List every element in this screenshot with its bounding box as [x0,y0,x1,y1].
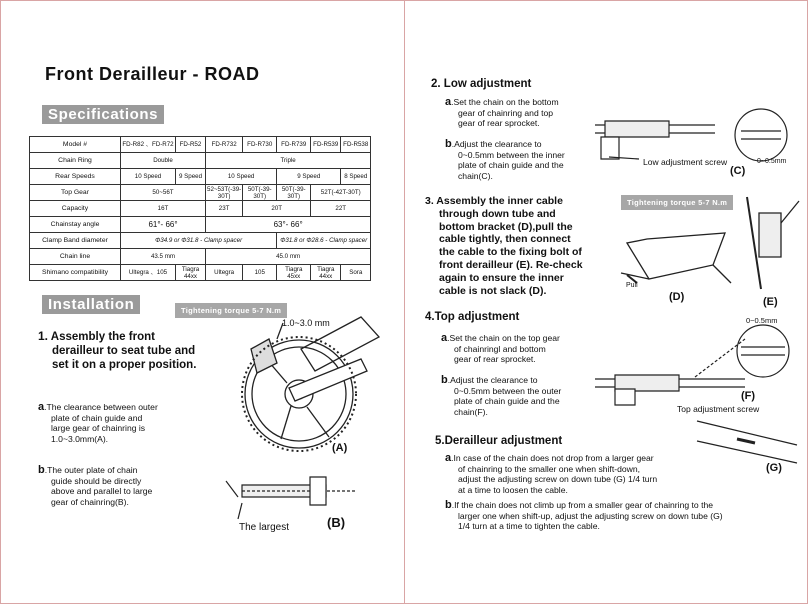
table-cell: 16T [121,201,206,217]
step-line: plate of chain guide and the [458,160,564,170]
step-line: at a time to loosen the cable. [458,484,568,495]
table-row [30,153,371,169]
step-number: 2. [431,78,441,90]
table-cell: 10 Speed [121,169,176,185]
step-line: 0~0.5mm between the outer [454,385,562,396]
figure-f-label: (F) [741,390,756,402]
table-cell: FD-R730 [243,137,277,153]
step-title: Low adjustment [443,78,532,90]
derailleur-body [759,213,781,257]
step-4b [441,375,561,417]
step-line: 1.0~3.0mm(A). [51,433,109,444]
adjust-screw-housing [615,389,635,405]
step-line: through down tube and [439,207,556,220]
down-tube-illustration [697,419,797,469]
table-cell: Tiagra 44xx [176,265,206,281]
step-line: again to ensure the inner [439,271,564,284]
table-cell: Chain Ring [30,153,121,169]
table-cell: 45.0 mm [206,249,371,265]
step-line: adjust the adjusting screw on down tube (G) 1/4 turn [458,474,658,484]
table-cell: 10 Speed [206,169,277,185]
clearance-f-label: 0~0.5mm [746,316,778,325]
spec-table [29,136,371,281]
step-letter: a [445,96,452,108]
step-letter: a [445,452,452,464]
table-cell: FD-R82 、FD-R72 [121,137,176,153]
table-cell: FD-R538 [341,137,371,153]
figure-a-label: (A) [332,442,348,454]
step-line: chain(F). [454,406,488,417]
step-1a [38,402,158,444]
step-letter: a [441,332,448,344]
table-cell: 9 Speed [176,169,206,185]
pointer-line [238,503,242,519]
top-adjustment-illustration [595,327,795,407]
table-row [30,265,371,281]
table-cell: Chainstay angle [30,217,121,233]
table-row [30,185,371,201]
step-line: .If the chain does not climb up from a smaller gear of chainring to the [451,500,714,510]
largest-label: The largest [239,522,290,533]
table-cell: Shimano compatibility [30,265,121,281]
step-line: above and parallel to large [51,486,153,496]
chainring-illustration [211,319,391,469]
top-screw-label: Top adjustment screw [677,404,760,414]
table-cell: 61°- 66° [121,217,206,233]
adjusting-screw [737,439,755,443]
page-title: Front Derailleur - ROAD [45,64,260,84]
bike-frame [627,233,725,279]
table-cell: 20T [243,201,311,217]
table-cell: Φ31.8 or Φ28.6 - Clamp spacer [277,233,371,249]
table-cell: Model # [30,137,121,153]
derailleur-cable-illustration [741,193,801,293]
figure-c-label: (C) [730,165,746,177]
step-number: 5. [435,435,445,447]
step-line: set it on a proper position. [52,359,197,371]
step-5 [435,434,562,448]
figure-g-label: (G) [766,462,782,474]
step-line: .Adjust the clearance to [447,375,538,385]
table-cell: Triple [206,153,371,169]
table-cell: 50T(-39-30T) [277,185,311,201]
torque-badge: Tightening torque 5-7 N.m [621,195,733,210]
table-cell: Capacity [30,201,121,217]
step-4a [441,333,560,365]
step-letter: b [441,374,448,386]
step-line: cable is not slack (D). [439,284,547,297]
step-3 [425,195,583,297]
step-1 [38,329,196,372]
spider-arm [281,406,291,439]
step-letter: b [38,464,45,476]
table-cell: 23T [206,201,243,217]
step-2a [445,97,559,129]
table-cell: Clamp Band diameter [30,233,121,249]
step-line: front derailleur (E). Re-check [439,258,583,271]
table-cell: 8 Speed [341,169,371,185]
step-line: of chainring to the smaller one when shift-down, [458,463,641,474]
step-line: of chainringl and bottom [454,343,546,354]
detail-circle [737,325,789,377]
step-line: .Set the chain on the top gear [447,333,560,343]
step-4 [425,310,519,324]
table-cell: FD-R739 [277,137,311,153]
derailleur-topview-illustration [226,471,356,521]
step-letter: b [445,499,452,511]
table-cell: 50~56T [121,185,206,201]
step-line: gear of rear sprocket. [454,354,536,364]
step-number: 4. [425,311,435,323]
table-cell: Double [121,153,206,169]
table-cell: Rear Speeds [30,169,121,185]
step-line: 1/4 turn at a time to tighten the cable. [458,521,600,531]
table-cell: Top Gear [30,185,121,201]
chain-stay [621,273,649,279]
clearance-label: 1.0~3.0 mm [282,318,330,328]
table-row [30,201,371,217]
step-line: guide should be directly [51,475,142,486]
table-cell: Tiagra 45xx [277,265,311,281]
table-cell: FD-R732 [206,137,243,153]
table-cell: Chain line [30,249,121,265]
step-line: Assembly the inner cable [436,195,563,207]
clearance-c-label: 0~0.5mm [757,158,787,165]
table-row [30,169,371,185]
step-line: chain(C). [458,170,493,181]
right-page [404,0,808,604]
fork [713,265,731,283]
step-line: .In case of the chain does not drop from a larger gear [451,453,654,463]
specifications-heading: Specifications [42,105,164,124]
table-cell: Sora [341,265,371,281]
step-2 [431,77,531,91]
step-letter: b [445,138,452,150]
step-letter: a [38,401,45,413]
adjust-screw-housing [601,137,619,159]
figure-e-label: (E) [763,296,778,308]
table-cell: Ultegra [206,265,243,281]
step-line: Assembly the front [50,331,155,343]
step-line: large gear of chainring is [51,423,146,433]
detail-circle [735,109,787,161]
step-line: larger one when shift-up, adjust the adjusting screw on down tube (G) [458,510,723,521]
torque-badge: Tightening torque 5-7 N.m [175,303,287,318]
step-5a [445,453,657,495]
derailleur-body [310,477,326,505]
step-line: gear of chainring(B). [51,496,129,507]
installation-heading: Installation [42,295,140,314]
chain-guide [605,121,669,137]
table-cell: Tiagra 44xx [311,265,341,281]
cable [781,201,799,223]
step-line: the cable to the fixing bolt of [439,246,582,259]
table-cell: 43.5 mm [121,249,206,265]
step-line: .The clearance between outer [44,402,158,412]
pull-label: Pull [626,282,638,289]
table-cell: 52~53T(-39-30T) [207,185,242,200]
step-line: gear of rear sprocket. [458,118,540,128]
table-cell: Φ34.9 or Φ31.8 - Clamp spacer [121,233,277,249]
table-cell: 63°- 66° [206,217,371,233]
step-line: plate of chain guide and the [454,396,560,406]
step-number: 3. [425,195,434,207]
table-cell: FD-R539 [311,137,341,153]
step-line: 0~0.5mm between the inner [458,149,565,160]
step-1b [38,465,152,507]
low-screw-label: Low adjustment screw [643,157,728,167]
table-row [30,137,371,153]
table-cell: 22T [311,201,371,217]
table-cell: 52T(-42T-30T) [311,185,371,201]
step-2b [445,139,565,181]
table-cell: FD-R52 [176,137,206,153]
step-title: Top adjustment [434,311,520,323]
table-row [30,249,371,265]
detail-chain [741,131,781,139]
step-number: 1. [38,329,49,343]
table-cell: 105 [243,265,277,281]
table-cell: 50T(-39-30T) [243,185,277,201]
table-row [30,217,371,233]
table-cell: Ultegra 、105 [121,265,176,281]
step-line: derailleur to seat tube and [52,345,196,357]
pointer-line [226,481,238,497]
detail-chain [741,347,785,355]
step-line: .Set the chain on the bottom [451,97,559,107]
step-line: .The outer plate of chain [44,465,138,475]
step-line: plate of chain guide and [51,412,143,423]
spider-arm [307,407,329,437]
step-5b [445,500,723,532]
step-line: gear of chainring and top [458,107,554,118]
table-cell: 9 Speed [277,169,341,185]
figure-d-label: (D) [669,291,685,303]
step-title: Derailleur adjustment [444,435,563,447]
figure-b-label: (B) [327,515,346,530]
step-line: .Adjust the clearance to [451,139,542,149]
step-line: bottom bracket (D),pull the [439,220,573,233]
table-row [30,233,371,249]
step-line: cable tightly, then connect [439,233,571,246]
